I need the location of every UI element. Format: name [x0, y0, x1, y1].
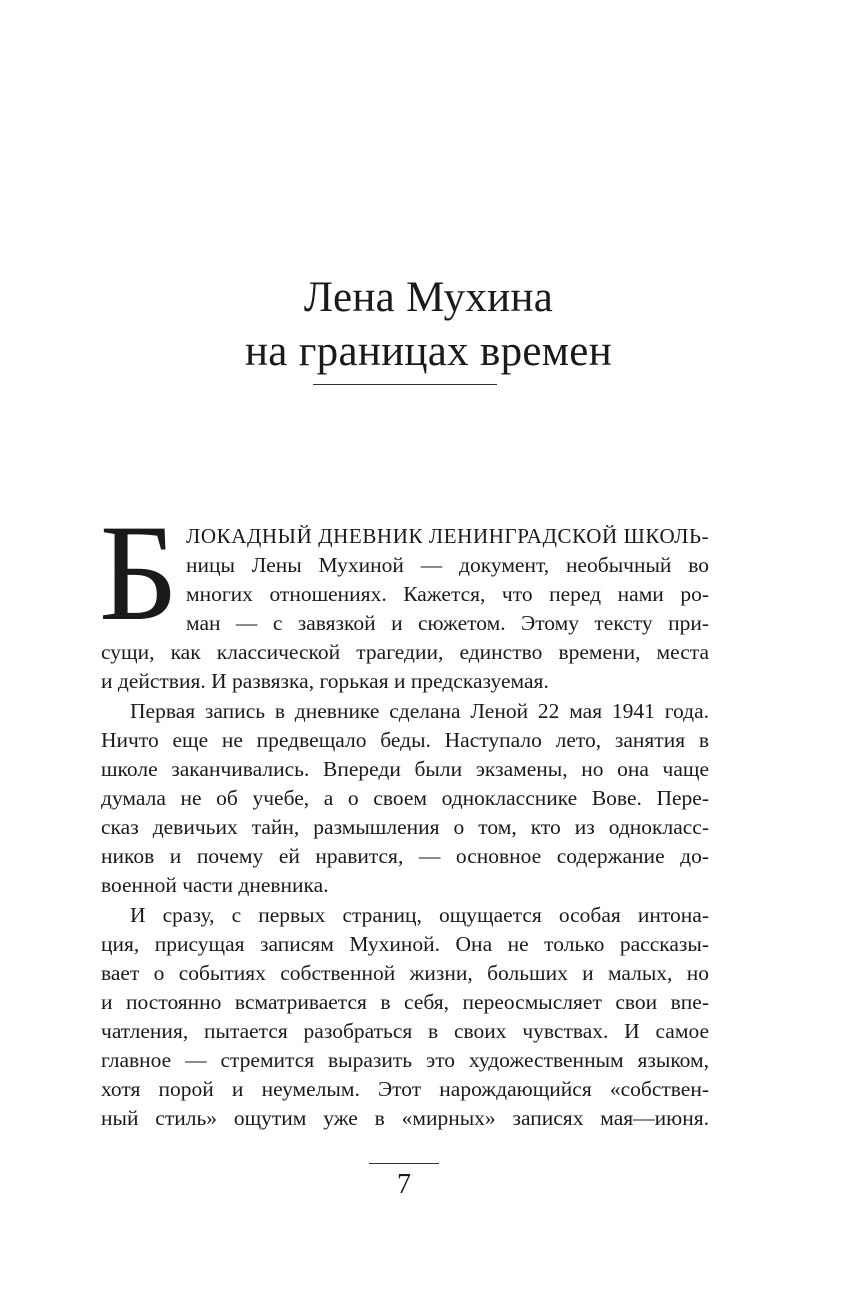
text-line: школе заканчивались. Впереди были экзамены, но она чаще: [101, 757, 709, 781]
chapter-title-line-1: Лена Мухина: [303, 274, 554, 321]
text-line: сущи, как классической трагедии, единство времени, места: [101, 640, 709, 664]
text-line: ция, присущая записям Мухиной. Она не только рассказы-: [101, 932, 709, 956]
text-line: многих отношениях. Кажется, что перед нами ро-: [186, 582, 709, 606]
page-number: 7: [397, 1169, 411, 1200]
text-line: ный стиль» ощутим уже в «мирных» записях мая—июня.: [101, 1106, 709, 1130]
text-line: Первая запись в дневнике сделана Леной 22 мая 1941 года.: [130, 699, 709, 723]
text-line: вает о событиях собственной жизни, больших и малых, но: [101, 961, 709, 985]
text-line: думала не об учебе, а о своем однокласснике Вове. Пере-: [101, 786, 709, 810]
text-line: ников и почему ей нравится, — основное содержание до-: [101, 844, 709, 868]
text-line: главное — стремится выразить это художественным языком,: [101, 1048, 709, 1072]
text-line: И сразу, с первых страниц, ощущается особая интона-: [130, 903, 709, 927]
text-line: военной части дневника.: [101, 873, 329, 897]
text-line: и постоянно всматривается в себя, переосмысляет свои впе-: [101, 990, 709, 1014]
text-line: ЛОКАДНЫЙ ДНЕВНИК ЛЕНИНГРАДСКОЙ ШКОЛЬ-: [186, 524, 710, 548]
text-line: чатления, пытается разобраться в своих чувствах. И самое: [101, 1019, 709, 1043]
text-line: и действия. И развязка, горькая и предсказуемая.: [101, 669, 549, 693]
text-line: Ничто еще не предвещало беды. Наступало лето, занятия в: [101, 728, 709, 752]
text-line: ман — с завязкой и сюжетом. Этому тексту при-: [186, 611, 709, 635]
text-line: сказ девичьих тайн, размышления о том, кто из однокласс-: [101, 815, 709, 839]
text-line: хотя порой и неумелым. Этот нарождающийся «собствен-: [101, 1077, 709, 1101]
chapter-title-line-2: на границах времен: [244, 328, 613, 375]
title-underline: [313, 384, 497, 385]
footer-rule: [369, 1163, 439, 1164]
drop-cap: Б: [99, 496, 179, 649]
text-line: ницы Лены Мухиной — документ, необычный во: [186, 553, 709, 577]
